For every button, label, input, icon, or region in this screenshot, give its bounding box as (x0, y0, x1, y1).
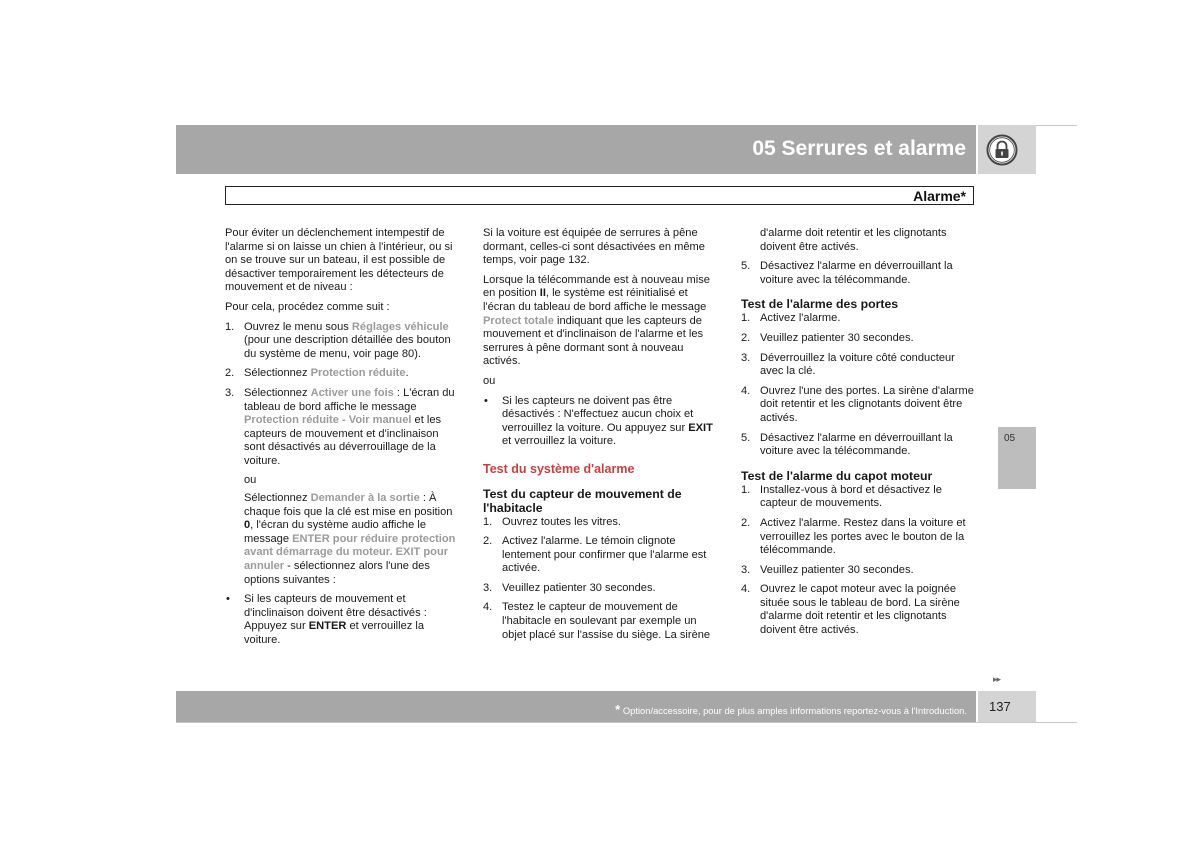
message-highlight: Protect totale (483, 314, 554, 327)
chapter-title: 05 Serrures et alarme (752, 137, 966, 160)
step-text: , l'écran du système audio affiche le message (244, 519, 426, 545)
bullet-symbol: • (484, 394, 488, 407)
step-2 (483, 535, 717, 576)
footer-rule (176, 722, 1077, 723)
menu-highlight: Demander à la sortie (310, 492, 420, 505)
step-text: . (405, 367, 409, 380)
chapter-icon-box (978, 125, 1036, 174)
section-bar (225, 186, 974, 205)
step-3 (483, 582, 717, 596)
menu-highlight: Protection réduite (310, 367, 406, 380)
step-text: et les capteurs de mouvement et d'inclinaison sont désactivés au déverrouillage de la voiture. (244, 414, 442, 467)
cabin-test-steps-cont (741, 260, 975, 287)
step-1 (741, 484, 975, 511)
step-1 (741, 312, 975, 326)
option-bullets (483, 395, 717, 449)
bullet-text: et verrouillez la voiture. (502, 435, 617, 448)
step-4 (741, 385, 975, 426)
step-text: Sélectionnez (244, 492, 311, 505)
footnote (615, 702, 967, 717)
header-rule (1036, 125, 1077, 126)
alternative-text (244, 492, 459, 587)
paragraph-text: indiquant que les capteurs de mouvement et d'inclinaison de l'alarme et les serrures à pêne dormant sont à nouveau activés. (483, 314, 704, 368)
key-position: 0 (244, 519, 251, 532)
step-text: (pour une description détaillée des bouton du système de menu, voir page 80). (244, 334, 451, 360)
hood-test-steps (741, 484, 975, 638)
footnote-star: * (615, 702, 621, 717)
paragraph-text: Lorsque la télécommande est à nouveau mise en position (483, 273, 710, 300)
message-highlight: Protection réduite - Voir manuel (244, 414, 412, 427)
step-4 (483, 601, 717, 642)
step-text: Veuillez patienter 30 secondes. (760, 331, 914, 344)
step-2 (225, 367, 459, 381)
step-number: 1. (741, 312, 751, 325)
step-text: Activez l'alarme. Restez dans la voiture et verrouillez les portes avec le bouton de la télécommande. (760, 516, 966, 557)
step-number: 5. (741, 431, 751, 444)
page-number: 137 (989, 699, 1011, 714)
step-number: 3. (741, 563, 751, 576)
step-1 (483, 516, 717, 530)
column-2 (483, 227, 717, 648)
lock-icon (986, 134, 1018, 166)
step-2 (741, 332, 975, 346)
step-text: Sélectionnez (244, 367, 311, 380)
key-position: II (539, 287, 546, 300)
step-number: 2. (741, 516, 751, 529)
step-1 (225, 321, 459, 362)
bullet-text: Si les capteurs de mouvement et d'inclinaison doivent être désactivés : Appuyez sur (244, 593, 427, 633)
step-4 (741, 583, 975, 637)
exit-key: EXIT (688, 421, 713, 434)
bullet-item (483, 395, 717, 449)
continued-text: d'alarme doit retentir et les clignotants doivent être activés. (760, 227, 947, 253)
step-number: 4. (741, 384, 751, 397)
step-text: : À chaque fois que la clé est mise en position (244, 492, 453, 518)
step-number: 1. (741, 483, 751, 496)
step-text: Désactivez l'alarme en déverrouillant la voiture avec la télécommande. (760, 431, 953, 458)
column-3 (741, 227, 975, 644)
step-number: 1. (483, 515, 493, 528)
step-text: Sélectionnez (244, 386, 311, 399)
step-number: 1. (225, 320, 235, 333)
step-number: 3. (741, 351, 751, 364)
step-text: Installez-vous à bord et désactivez le capteur de mouvements. (760, 483, 942, 510)
step-text: Activez l'alarme. Le témoin clignote lentement pour confirmer que l'alarme est activée. (502, 535, 707, 575)
step-text: Testez le capteur de mouvement de l'habitacle en soulevant par exemple un objet placé sur l'assise du siège. La sirène (502, 601, 711, 641)
bullet-text: Si les capteurs ne doivent pas être désactivés : N'effectuez aucun choix et verrouillez la voiture. Ou appuyez sur (502, 394, 694, 434)
intro-paragraph: Pour éviter un déclenchement intempestif de l'alarme si on laisse un chien à l'intérieur, ou si on se trouve sur un bateau, il est possible de désactiver temporairement les détecteurs de mouvement et de niveau : (225, 227, 453, 294)
step-text: - sélectionnez alors l'une des options suivantes : (244, 560, 430, 586)
deadlock-paragraph: Si la voiture est équipée de serrures à pêne dormant, celles-ci sont désactivées en même temps, voir page 132. (483, 227, 705, 267)
cabin-sensor-heading: Test du capteur de mouvement de l'habitacle (483, 486, 682, 515)
step-3 (225, 387, 459, 587)
step-number: 2. (483, 535, 493, 548)
menu-highlight: Activer une fois (310, 386, 394, 399)
bullet-text: et verrouillez la voiture. (244, 620, 425, 647)
step-number: 3. (225, 386, 235, 399)
menu-highlight: Réglages véhicule (351, 320, 449, 333)
footnote-text: Option/accessoire, pour de plus amples informations reportez-vous à l'Introduction. (620, 705, 967, 716)
paragraph-text: , le système est réinitialisé et l'écran du tableau de bord affiche le message (483, 287, 707, 313)
enter-key: ENTER (308, 620, 347, 633)
section-title: Alarme* (913, 188, 966, 204)
or-label: ou (483, 374, 496, 387)
bullet-symbol: • (226, 593, 230, 606)
page-number-box (978, 691, 1036, 723)
step-text: Activez l'alarme. (760, 312, 841, 325)
hood-heading: Test de l'alarme du capot moteur (741, 468, 933, 483)
step-text: : L'écran du tableau de bord affiche le message (244, 386, 455, 413)
footer-band (176, 691, 976, 723)
test-system-heading: Test du système d'alarme (483, 461, 635, 476)
column-1 (225, 227, 459, 654)
step-text: Ouvrez toutes les vitres. (502, 515, 621, 528)
bullet-item (225, 593, 459, 647)
step-3 (741, 352, 975, 379)
step-number: 4. (483, 601, 493, 614)
step-text: Ouvrez l'une des portes. La sirène d'alarme doit retentir et les clignotants doivent être activés. (760, 384, 974, 424)
doors-heading: Test de l'alarme des portes (741, 297, 899, 312)
step-number: 5. (741, 260, 751, 273)
step-text: Ouvrez le capot moteur avec la poignée située sous le tableau de bord. La sirène d'alarme doit retentir et les clignotants doivent être activés. (760, 583, 960, 637)
message-highlight: ENTER pour réduire protection avant démarrage du moteur. EXIT pour annuler (244, 532, 456, 573)
step-5 (741, 432, 975, 459)
step-text: Veuillez patienter 30 secondes. (502, 581, 656, 594)
step-5 (741, 260, 975, 287)
doors-test-steps (741, 312, 975, 458)
procedure-steps (225, 321, 459, 588)
step-text: Déverrouillez la voiture côté conducteur avec la clé. (760, 351, 955, 378)
step-number: 2. (225, 367, 235, 380)
reset-paragraph (483, 274, 717, 369)
step-3 (741, 564, 975, 578)
step-number: 3. (483, 581, 493, 594)
or-label: ou (244, 473, 257, 486)
step-text: Désactivez l'alarme en déverrouillant la voiture avec la télécommande. (760, 260, 953, 286)
step-2 (741, 517, 975, 558)
cabin-test-steps (483, 516, 717, 643)
chapter-header (176, 125, 976, 174)
step-number: 4. (741, 583, 751, 596)
procedure-paragraph: Pour cela, procédez comme suit : (225, 300, 390, 313)
continue-arrow-icon: ▸▸ (993, 674, 1001, 684)
option-bullets (225, 593, 459, 647)
step-text: Veuillez patienter 30 secondes. (760, 563, 914, 576)
step-text: Ouvrez le menu sous (244, 320, 352, 333)
step-number: 2. (741, 331, 751, 344)
chapter-side-tab: 05 (998, 427, 1036, 489)
